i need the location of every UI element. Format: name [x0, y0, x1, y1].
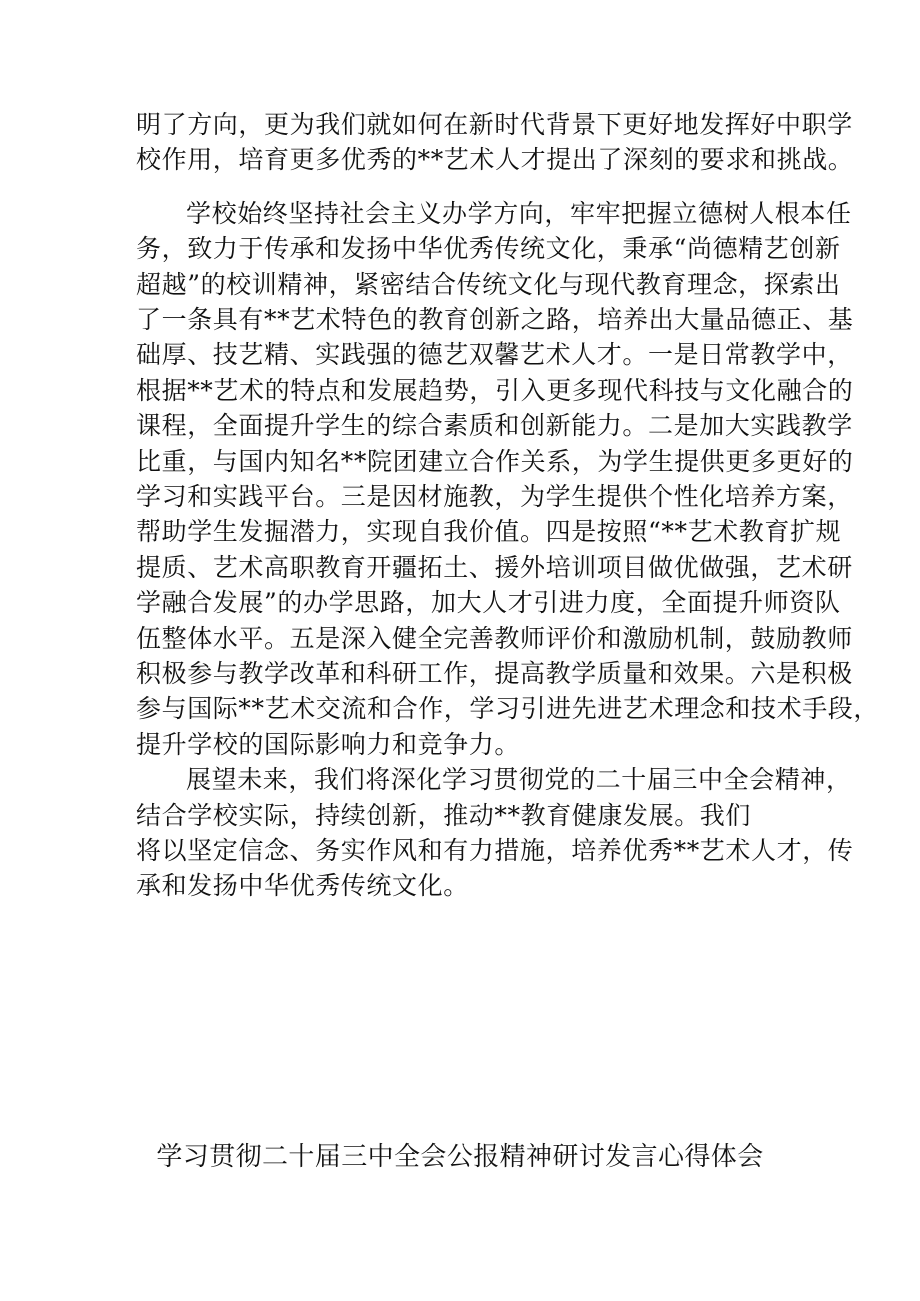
- paragraph-3-line-3: 将以坚定信念、务实作风和有力措施，培养优秀**艺术人才，传: [136, 836, 854, 865]
- paragraph-3-line-1: 展望未来，我们将深化学习贯彻党的二十届三中全会精神，: [186, 765, 852, 795]
- paragraph-2-line-7: 课程，全面提升学生的综合素质和创新能力。二是加大实践教学: [136, 411, 853, 441]
- paragraph-2-line-8: 比重，与国内知名**院团建立合作关系，为学生提供更多更好的: [136, 446, 854, 476]
- paragraph-1-line-2: 校作用，培育更多优秀的**艺术人才提出了深刻的要求和挑战。: [136, 145, 854, 175]
- paragraph-1-line-1: 明了方向，更为我们就如何在新时代背景下更好地发挥好中职学: [136, 110, 853, 139]
- paragraph-2-line-16: 提升学校的国际影响力和竞争力。: [136, 729, 521, 759]
- paragraph-2-line-10: 帮助学生发掘潜力，实现自我价值。四是按照“**艺术教育扩规: [136, 517, 842, 547]
- paragraph-2-line-4: 了一条具有**艺术特色的教育创新之路，培养出大量品德正、基: [136, 305, 854, 334]
- paragraph-2-line-3: 超越”的校训精神，紧密结合传统文化与现代教育理念，探索出: [136, 269, 841, 299]
- next-section-title: 学习贯彻二十届三中全会公报精神研讨发言心得体会: [156, 1142, 764, 1172]
- paragraph-2-line-5: 础厚、技艺精、实践强的德艺双馨艺术人才。一是日常教学中，: [136, 340, 853, 370]
- paragraph-2-line-11: 提质、艺术高职教育开疆拓土、援外培训项目做优做强，艺术研: [136, 552, 853, 582]
- paragraph-3-line-2: 结合学校实际，持续创新，推动**教育健康发展。我们: [136, 800, 752, 830]
- paragraph-2-line-6: 根据**艺术的特点和发展趋势，引入更多现代科技与文化融合的: [136, 375, 854, 405]
- paragraph-2-line-1: 学校始终坚持社会主义办学方向，牢牢把握立德树人根本任: [186, 198, 852, 228]
- paragraph-2-line-15: 参与国际**艺术交流和合作，学习引进先进艺术理念和技术手段，: [136, 694, 880, 724]
- paragraph-2-line-12: 学融合发展”的办学思路，加大人才引进力度，全面提升师资队: [136, 588, 841, 618]
- paragraph-2-line-14: 积极参与教学改革和科研工作，提高教学质量和效果。六是积极: [136, 659, 853, 688]
- paragraph-2-line-2: 务，致力于传承和发扬中华优秀传统文化，秉承“尚德精艺创新: [136, 234, 841, 264]
- paragraph-2-line-13: 伍整体水平。五是深入健全完善教师评价和激励机制，鼓励教师: [136, 623, 853, 653]
- paragraph-3-line-4: 承和发扬中华优秀传统文化。: [136, 871, 469, 901]
- paragraph-2-line-9: 学习和实践平台。三是因材施教，为学生提供个性化培养方案，: [136, 482, 853, 511]
